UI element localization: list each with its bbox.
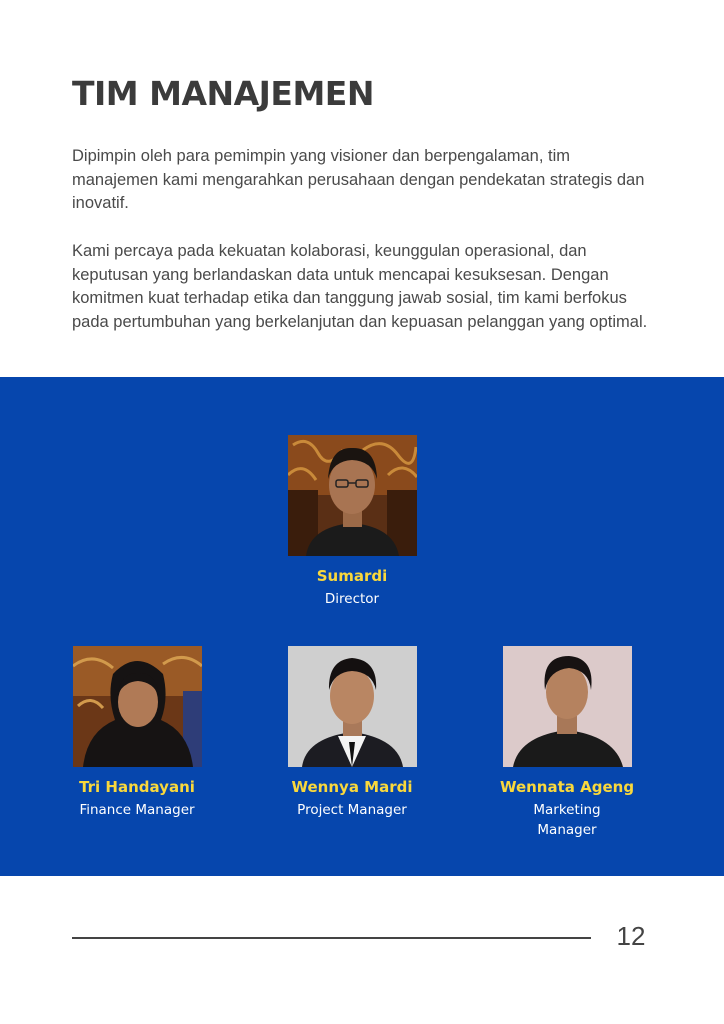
director-name: Sumardi	[316, 567, 388, 585]
team-card-director	[272, 435, 432, 609]
intro-paragraph-2: Kami percaya pada kekuatan kolaborasi, keunggulan operasional, dan keputusan yang berlandaskan data untuk mencapai kesuksesan. Dengan komitmen kuat terhadap etika dan tanggung jawab sosial, tim kami berfokus pada pertumbuhan yang berkelanjutan dan kepuasan pelanggan yang optimal.	[72, 242, 648, 331]
page-title: TIM MANAJEMEN	[72, 74, 374, 113]
finance-manager-photo	[73, 646, 202, 767]
finance-manager-role: Finance Manager	[79, 802, 195, 818]
footer-divider	[72, 937, 591, 939]
director-role: Director	[324, 591, 380, 607]
project-manager-photo	[288, 646, 417, 767]
page-number: 12	[616, 921, 646, 951]
intro-paragraph-1: Dipimpin oleh para pemimpin yang visioner dan berpengalaman, tim manajemen kami mengarahkan perusahaan dengan pendekatan strategis dan inovatif.	[72, 147, 645, 213]
marketing-manager-name: Wennata Ageng	[499, 778, 635, 796]
finance-manager-name: Tri Handayani	[79, 778, 195, 796]
team-card-marketing-manager	[487, 646, 647, 840]
team-card-finance-manager	[57, 646, 217, 820]
project-manager-name: Wennya Mardi	[291, 778, 413, 796]
team-card-project-manager	[272, 646, 432, 820]
marketing-manager-role: Marketing Manager	[533, 802, 601, 838]
director-photo	[288, 435, 417, 556]
project-manager-role: Project Manager	[297, 802, 407, 818]
team-section	[0, 377, 724, 876]
marketing-manager-photo	[503, 646, 632, 767]
